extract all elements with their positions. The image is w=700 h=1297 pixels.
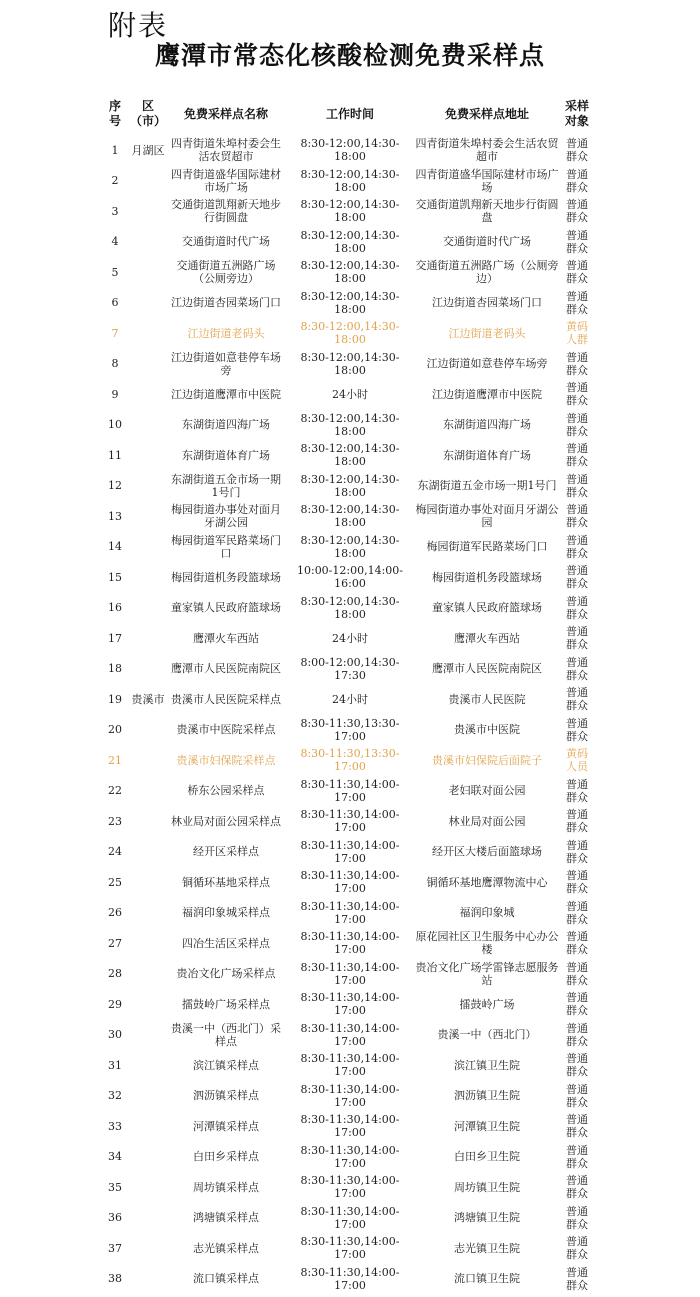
row-no: 12: [108, 479, 122, 493]
row-no: 1: [111, 143, 119, 157]
row-target: 普通群众: [566, 1082, 588, 1109]
row-hours: 8:30-12:00,14:30-18:00: [300, 259, 400, 286]
row-hours: 8:30-11:30,14:00-17:00: [300, 869, 400, 896]
table-row: [0, 928, 700, 959]
row-hours: 8:30-11:30,14:00-17:00: [300, 930, 400, 957]
row-target: 普通群众: [566, 777, 588, 804]
row-district: [127, 898, 169, 929]
table-row: [0, 532, 700, 563]
row-address: 滨江镇卫生院: [454, 1058, 520, 1072]
row-address: 贵溪市中医院: [454, 723, 520, 737]
row-address: 交通街道时代广场: [443, 235, 531, 249]
header-district: 区（市）: [129, 99, 166, 128]
row-target: 普通群众: [566, 838, 588, 865]
row-no: 32: [108, 1089, 122, 1103]
row-district: [127, 654, 169, 685]
table-row: [0, 715, 700, 746]
table-row: [0, 1172, 700, 1203]
row-hours: 8:30-11:30,14:00-17:00: [300, 1082, 400, 1109]
row-district: [127, 1081, 169, 1112]
row-hours: 24小时: [332, 692, 368, 706]
row-target: 普通群众: [566, 228, 588, 255]
row-target: 普通群众: [566, 655, 588, 682]
table-row: [0, 1233, 700, 1264]
row-hours: 24小时: [332, 387, 368, 401]
row-address: 梅园街道办事处对面月牙湖公园: [415, 503, 559, 530]
row-target: 普通群众: [566, 930, 588, 957]
row-hours: 8:30-12:00,14:30-18:00: [300, 137, 400, 164]
row-hours: 10:00-12:00,14:00-16:00: [296, 564, 404, 591]
table-row: [0, 318, 700, 349]
row-site-name: 志光镇采样点: [193, 1241, 259, 1255]
table-row: [0, 379, 700, 410]
row-no: 29: [108, 997, 122, 1011]
row-no: 9: [111, 387, 119, 401]
row-site-name: 河潭镇采样点: [193, 1119, 259, 1133]
table-row: [0, 989, 700, 1020]
row-address: 经开区大楼后面篮球场: [432, 845, 542, 859]
row-address: 流口镇卫生院: [454, 1272, 520, 1286]
row-target: 普通群众: [566, 381, 588, 408]
row-hours: 8:30-12:00,14:30-18:00: [300, 289, 400, 316]
row-no: 19: [108, 692, 122, 706]
row-no: 6: [111, 296, 119, 310]
row-target: 普通群众: [566, 869, 588, 896]
table-row: [0, 776, 700, 807]
row-hours: 8:30-11:30,14:00-17:00: [300, 1113, 400, 1140]
table-row: [0, 471, 700, 502]
row-district: [127, 1203, 169, 1234]
row-no: 21: [108, 753, 122, 767]
row-address: 四青街道盛华国际建材市场广场: [415, 167, 559, 194]
row-site-name: 擂鼓岭广场采样点: [182, 997, 270, 1011]
header-no: 序号: [108, 99, 121, 128]
row-no: 33: [108, 1119, 122, 1133]
row-site-name: 江边街道老码头: [187, 326, 265, 340]
row-district: [127, 837, 169, 868]
row-hours: 8:30-12:00,14:30-18:00: [300, 594, 400, 621]
table-row: [0, 1142, 700, 1173]
row-site-name: 交通街道凯翔新天地步行街圆盘: [171, 198, 281, 225]
row-site-name: 四冶生活区采样点: [182, 936, 270, 950]
table-row: [0, 440, 700, 471]
row-site-name: 江边街道如意巷停车场旁: [171, 350, 281, 377]
table-row: [0, 288, 700, 319]
row-no: 35: [108, 1180, 122, 1194]
row-target: 普通群众: [566, 198, 588, 225]
row-district: [127, 440, 169, 471]
row-site-name: 福润印象城采样点: [182, 906, 270, 920]
row-district: [127, 1233, 169, 1264]
row-site-name: 桥东公园采样点: [187, 784, 265, 798]
row-site-name: 经开区采样点: [193, 845, 259, 859]
table-row: [0, 745, 700, 776]
row-hours: 8:30-11:30,14:00-17:00: [300, 777, 400, 804]
row-address: 江边街道如意巷停车场旁: [426, 357, 548, 371]
row-district: [127, 1111, 169, 1142]
row-address: 原花园社区卫生服务中心办公楼: [415, 930, 559, 957]
row-target: 普通群众: [566, 1235, 588, 1262]
row-hours: 8:30-11:30,14:00-17:00: [300, 1052, 400, 1079]
row-district: [127, 806, 169, 837]
row-address: 东湖街道四海广场: [443, 418, 531, 432]
appendix-label: 附表: [108, 9, 169, 42]
row-district: [127, 745, 169, 776]
row-site-name: 白田乡采样点: [193, 1150, 259, 1164]
row-site-name: 滨江镇采样点: [193, 1058, 259, 1072]
table-row: [0, 837, 700, 868]
table-row: [0, 349, 700, 380]
row-target: 普通群众: [566, 289, 588, 316]
row-target: 普通群众: [566, 167, 588, 194]
row-hours: 8:30-11:30,14:00-17:00: [300, 1204, 400, 1231]
table-row: [0, 1081, 700, 1112]
row-target: 普通群众: [566, 960, 588, 987]
row-no: 8: [111, 357, 119, 371]
row-district: [127, 1050, 169, 1081]
row-address: 泗沥镇卫生院: [454, 1089, 520, 1103]
row-site-name: 泗沥镇采样点: [193, 1089, 259, 1103]
row-hours: 8:30-11:30,14:00-17:00: [300, 1235, 400, 1262]
row-target: 普通群众: [566, 564, 588, 591]
row-no: 4: [111, 235, 119, 249]
row-target: 普通群众: [566, 442, 588, 469]
row-district: [127, 562, 169, 593]
row-hours: 24小时: [332, 631, 368, 645]
row-no: 30: [108, 1028, 122, 1042]
table-row: [0, 562, 700, 593]
row-target: 普通群众: [566, 808, 588, 835]
row-district: [127, 227, 169, 258]
row-hours: 8:30-12:00,14:30-18:00: [300, 320, 400, 347]
table-row: [0, 1020, 700, 1051]
table-row: [0, 959, 700, 990]
row-district: [127, 318, 169, 349]
row-site-name: 四青街道盛华国际建材市场广场: [171, 167, 281, 194]
row-target: 普通群众: [566, 1052, 588, 1079]
row-target: 普通群众: [566, 350, 588, 377]
row-district: [127, 471, 169, 502]
row-hours: 8:30-12:00,14:30-18:00: [300, 472, 400, 499]
row-target: 普通群众: [566, 411, 588, 438]
row-hours: 8:30-11:30,14:00-17:00: [300, 991, 400, 1018]
row-hours: 8:30-11:30,14:00-17:00: [300, 1265, 400, 1292]
header-address: 免费采样点地址: [444, 106, 529, 121]
row-address: 贵溪市人民医院: [448, 692, 526, 706]
row-district: [127, 379, 169, 410]
row-address: 交通街道五洲路广场（公厕旁边）: [415, 259, 559, 286]
row-site-name: 林业局对面公园采样点: [171, 814, 281, 828]
row-no: 7: [111, 326, 119, 340]
row-target: 普通群众: [566, 625, 588, 652]
row-no: 20: [108, 723, 122, 737]
row-address: 东湖街道五金市场一期1号门: [417, 479, 557, 493]
row-site-name: 贵溪市妇保院采样点: [176, 753, 276, 767]
table-row: [0, 135, 700, 166]
row-no: 24: [108, 845, 122, 859]
row-site-name: 东湖街道四海广场: [182, 418, 270, 432]
table-row: [0, 1050, 700, 1081]
row-address: 东湖街道体育广场: [443, 448, 531, 462]
table-row: [0, 227, 700, 258]
row-no: 22: [108, 784, 122, 798]
row-address: 林业局对面公园: [448, 814, 526, 828]
row-no: 28: [108, 967, 122, 981]
table-row: [0, 1203, 700, 1234]
row-district: 月湖区: [131, 143, 165, 157]
row-district: 贵溪市: [131, 692, 165, 706]
row-address: 鹰潭市人民医院南院区: [432, 662, 542, 676]
row-address: 志光镇卫生院: [454, 1241, 520, 1255]
row-site-name: 鹰潭市人民医院南院区: [171, 662, 281, 676]
row-site-name: 交通街道时代广场: [182, 235, 270, 249]
row-district: [127, 1020, 169, 1051]
row-site-name: 贵溪一中（西北门）采样点: [171, 1021, 281, 1048]
row-target: 普通群众: [566, 503, 588, 530]
row-address: 贵溪一中（西北门）: [437, 1028, 537, 1042]
table-row: [0, 257, 700, 288]
row-no: 15: [108, 570, 122, 584]
table-row: [0, 1111, 700, 1142]
row-hours: 8:30-11:30,14:00-17:00: [300, 808, 400, 835]
row-site-name: 鹰潭火车西站: [193, 631, 259, 645]
row-target: 普通群众: [566, 1143, 588, 1170]
row-site-name: 鸿塘镇采样点: [193, 1211, 259, 1225]
row-site-name: 四青街道朱埠村委会生活农贸超市: [171, 137, 281, 164]
table-row: [0, 867, 700, 898]
row-address: 江边街道鹰潭市中医院: [432, 387, 542, 401]
row-no: 34: [108, 1150, 122, 1164]
row-address: 周坊镇卫生院: [454, 1180, 520, 1194]
row-address: 擂鼓岭广场: [459, 997, 515, 1011]
table-header: [0, 96, 700, 132]
row-district: [127, 623, 169, 654]
row-no: 5: [111, 265, 119, 279]
page-title: 鹰潭市常态化核酸检测免费采样点: [154, 41, 545, 70]
row-no: 2: [111, 174, 119, 188]
table-row: [0, 593, 700, 624]
row-district: [127, 532, 169, 563]
row-district: [127, 1264, 169, 1295]
row-no: 27: [108, 936, 122, 950]
row-hours: 8:30-11:30,13:30-17:00: [300, 747, 400, 774]
row-no: 10: [108, 418, 122, 432]
row-target: 黄码人群: [566, 320, 588, 347]
row-district: [127, 959, 169, 990]
row-address: 贵溪市妇保院后面院子: [432, 753, 542, 767]
row-target: 普通群众: [566, 594, 588, 621]
row-site-name: 东湖街道体育广场: [182, 448, 270, 462]
row-target: 普通群众: [566, 1265, 588, 1292]
row-address: 江边街道杏园菜场门口: [432, 296, 542, 310]
row-site-name: 贵冶文化广场采样点: [176, 967, 276, 981]
table-row: [0, 410, 700, 441]
row-district: [127, 867, 169, 898]
row-address: 四青街道朱埠村委会生活农贸超市: [415, 137, 559, 164]
row-address: 梅园街道机务段篮球场: [432, 570, 542, 584]
row-address: 江边街道老码头: [448, 326, 526, 340]
row-address: 河潭镇卫生院: [454, 1119, 520, 1133]
row-address: 鸿塘镇卫生院: [454, 1211, 520, 1225]
row-site-name: 梅园街道机务段篮球场: [171, 570, 281, 584]
header-target: 采样对象: [564, 99, 589, 128]
row-hours: 8:00-12:00,14:30-17:30: [300, 655, 400, 682]
row-district: [127, 989, 169, 1020]
table-row: [0, 654, 700, 685]
row-no: 3: [111, 204, 119, 218]
table-row: [0, 898, 700, 929]
row-hours: 8:30-12:00,14:30-18:00: [300, 503, 400, 530]
row-address: 鹰潭火车西站: [454, 631, 520, 645]
table-row: [0, 684, 700, 715]
row-hours: 8:30-12:00,14:30-18:00: [300, 533, 400, 560]
row-no: 13: [108, 509, 122, 523]
table-row: [0, 166, 700, 197]
row-district: [127, 166, 169, 197]
row-target: 普通群众: [566, 1174, 588, 1201]
row-district: [127, 928, 169, 959]
row-target: 普通群众: [566, 899, 588, 926]
row-address: 梅园街道军民路菜场门口: [426, 540, 548, 554]
row-site-name: 交通街道五洲路广场（公厕旁边）: [176, 259, 276, 286]
row-site-name: 江边街道杏园菜场门口: [171, 296, 281, 310]
row-no: 31: [108, 1058, 122, 1072]
row-address: 铜循环基地鹰潭物流中心: [426, 875, 548, 889]
row-site-name: 铜循环基地采样点: [182, 875, 270, 889]
row-hours: 8:30-11:30,14:00-17:00: [300, 838, 400, 865]
row-hours: 8:30-11:30,14:00-17:00: [300, 899, 400, 926]
row-site-name: 梅园街道军民路菜场门口: [171, 533, 281, 560]
table-row: [0, 806, 700, 837]
row-district: [127, 349, 169, 380]
row-district: [127, 257, 169, 288]
row-no: 38: [108, 1272, 122, 1286]
row-target: 普通群众: [566, 991, 588, 1018]
row-district: [127, 776, 169, 807]
row-target: 普通群众: [566, 1113, 588, 1140]
row-no: 18: [108, 662, 122, 676]
row-site-name: 东湖街道五金市场一期1号门: [171, 472, 281, 499]
row-hours: 8:30-12:00,14:30-18:00: [300, 350, 400, 377]
row-address: 交通街道凯翔新天地步行街圆盘: [415, 198, 559, 225]
row-site-name: 江边街道鹰潭市中医院: [171, 387, 281, 401]
table-row: [0, 501, 700, 532]
table-row: [0, 1264, 700, 1295]
row-site-name: 梅园街道办事处对面月牙湖公园: [171, 503, 281, 530]
row-hours: 8:30-12:00,14:30-18:00: [300, 442, 400, 469]
row-hours: 8:30-12:00,14:30-18:00: [300, 228, 400, 255]
row-address: 童家镇人民政府篮球场: [432, 601, 542, 615]
table-row: [0, 196, 700, 227]
row-hours: 8:30-11:30,14:00-17:00: [300, 1143, 400, 1170]
header-time: 工作时间: [325, 106, 374, 121]
row-hours: 8:30-11:30,13:30-17:00: [300, 716, 400, 743]
row-no: 11: [108, 448, 122, 462]
row-address: 白田乡卫生院: [454, 1150, 520, 1164]
row-hours: 8:30-11:30,14:00-17:00: [300, 960, 400, 987]
row-hours: 8:30-11:30,14:00-17:00: [300, 1174, 400, 1201]
row-district: [127, 1172, 169, 1203]
row-site-name: 流口镇采样点: [193, 1272, 259, 1286]
row-site-name: 童家镇人民政府篮球场: [171, 601, 281, 615]
row-target: 普通群众: [566, 716, 588, 743]
row-site-name: 贵溪市人民医院采样点: [171, 692, 281, 706]
row-site-name: 周坊镇采样点: [193, 1180, 259, 1194]
row-district: [127, 1142, 169, 1173]
row-district: [127, 288, 169, 319]
row-district: [127, 593, 169, 624]
row-hours: 8:30-12:00,14:30-18:00: [300, 411, 400, 438]
row-hours: 8:30-12:00,14:30-18:00: [300, 167, 400, 194]
row-no: 36: [108, 1211, 122, 1225]
row-target: 普通群众: [566, 533, 588, 560]
row-site-name: 贵溪市中医院采样点: [176, 723, 276, 737]
row-address: 老妇联对面公园: [448, 784, 526, 798]
row-district: [127, 715, 169, 746]
row-target: 普通群众: [566, 1021, 588, 1048]
row-hours: 8:30-12:00,14:30-18:00: [300, 198, 400, 225]
row-address: 贵冶文化广场学雷锋志愿服务站: [415, 960, 559, 987]
row-target: 普通群众: [566, 137, 588, 164]
row-target: 普通群众: [566, 1204, 588, 1231]
row-no: 23: [108, 814, 122, 828]
row-district: [127, 410, 169, 441]
row-no: 25: [108, 875, 122, 889]
table-row: [0, 623, 700, 654]
row-no: 16: [108, 601, 122, 615]
row-hours: 8:30-11:30,14:00-17:00: [300, 1021, 400, 1048]
row-no: 37: [108, 1241, 122, 1255]
row-target: 普通群众: [566, 686, 588, 713]
row-address: 福润印象城: [459, 906, 515, 920]
row-target: 普通群众: [566, 472, 588, 499]
header-name: 免费采样点名称: [183, 106, 268, 121]
row-no: 17: [108, 631, 122, 645]
row-target: 黄码人员: [566, 747, 588, 774]
row-target: 普通群众: [566, 259, 588, 286]
row-district: [127, 501, 169, 532]
row-no: 14: [108, 540, 122, 554]
row-no: 26: [108, 906, 122, 920]
row-district: [127, 196, 169, 227]
